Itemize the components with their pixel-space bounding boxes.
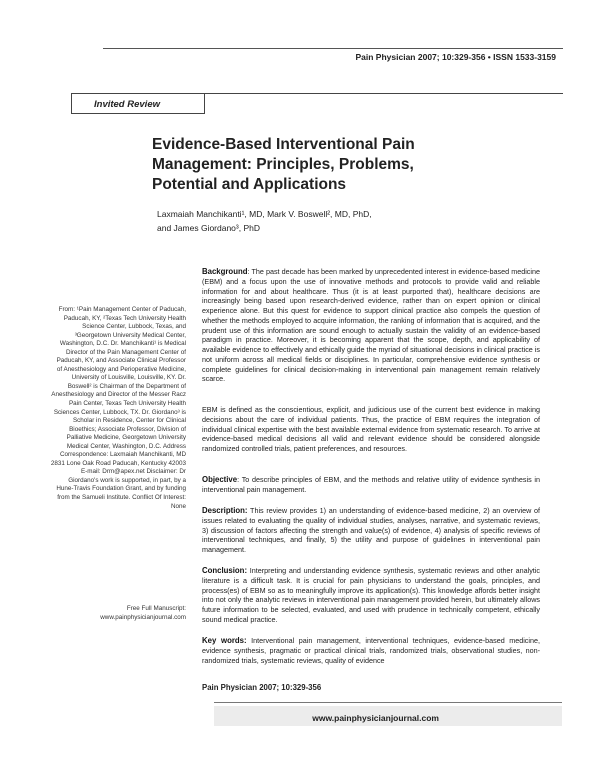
abstract-conclusion xyxy=(202,566,540,625)
description-label: Description: xyxy=(202,506,248,515)
authors-line-1: Laxmaiah Manchikanti¹, MD, Mark V. Boswell², MD, PhD, xyxy=(157,209,372,219)
abstract-description xyxy=(202,506,540,555)
background-text: : The past decade has been marked by unprecedented interest in evidence-based medicine (EBM) and a focus upon the use of innovative methods and protocols to provide valid and reliable information for and about healthcare. Thus (it is at least purported that), healthcare decisions are increasingly being based upon research-derived evidence, rather than on expert opinion or clinical experience alone. But this quest for evidence to support clinical practice also compels the question of whether the methods employed to acquire information, the ranking of information that is acquired, and the prudent use of this information are sound enough to actually sustain the validity of an evidence-based paradigm in practice. Moreover, it is becoming apparent that the scope, depth, and applicability of available evidence to effectively and ethically guide the myriad of situational decisions in clinical practice is not uniform across all medical fields or disciplines. In particular, comprehensive evidence synthesis or complete guidelines for clinical decision-making in interventional pain management remain relatively scarce. xyxy=(202,267,540,384)
description-text: This review provides 1) an understanding of evidence-based medicine, 2) an overview of issues related to evaluating the quality of individual studies, analyses, narrative, and systematic reviews, 3) discussion of factors affecting the strength and value(s) of evidence, 4) analysis of specific reviews of interventional techniques, and finally, 5) the utility and purpose of guidelines in interventional pain management. xyxy=(202,506,540,554)
article-type-rule xyxy=(205,93,563,94)
article-title: Evidence-Based Interventional Pain Management: Principles, Problems, Potential and Applications xyxy=(152,136,415,193)
article-type-box: Invited Review xyxy=(71,93,205,114)
free-manuscript-note: Free Full Manuscript: www.painphysicianjournal.com xyxy=(100,605,186,621)
authors xyxy=(157,208,497,235)
objective-text: : To describe principles of EBM, and the methods and relative utility of evidence synthesis in interventional pain management. xyxy=(202,475,540,494)
abstract-keywords xyxy=(202,636,540,665)
abstract-background xyxy=(202,267,540,384)
conclusion-label: Conclusion: xyxy=(202,566,248,575)
keywords-text: Interventional pain management, interventional techniques, evidence-based medicine, evidence synthesis, pragmatic or practical clinical trials, randomized trials, observational studies, non-randomized trials, systematic reviews, quality of evidence xyxy=(202,636,540,665)
conclusion-text: Interpreting and understanding evidence synthesis, systematic reviews and other analytic literature is a difficult task. It is crucial for pain physicians to understand the goals, principles, and process(es) of EBM so as to meaningfully improve its application(s). This knowledge affords better insight into not only the analytic reviews in interventional pain management provided herein, but ultimately allows future information to be selected, evaluated, and used with prudence in technically competent, ethically sound medical practice. xyxy=(202,566,540,624)
header-rule xyxy=(103,48,563,49)
abstract-objective xyxy=(202,475,540,495)
citation: Pain Physician 2007; 10:329-356 xyxy=(202,683,322,692)
keywords-label: Key words: xyxy=(202,636,247,645)
objective-label: Objective xyxy=(202,475,238,484)
journal-header: Pain Physician 2007; 10:329-356 • ISSN 1533-3159 xyxy=(355,52,556,62)
footer-url[interactable]: www.painphysicianjournal.com xyxy=(312,713,439,723)
footer-rule xyxy=(214,702,562,703)
background-label: Background xyxy=(202,267,248,276)
abstract-ebm-paragraph: EBM is defined as the conscientious, explicit, and judicious use of the current best evidence in making decisions about the care of individual patients. Thus, the practice of EBM requires the integration of individual clinical expertise with the best available external evidence from systematic research. To arrive at evidence-based medical decisions all valid and relevant evidence should be considered alongside randomized controlled trials, patient preferences, and resources. xyxy=(202,405,540,453)
authors-line-2: and James Giordano³, PhD xyxy=(157,222,260,233)
affiliations: From: ¹Pain Management Center of Paducah, Paducah, KY, ²Texas Tech University Health Science Center, Lubbock, Texas, and ³Georgetown University Medical Center, Washington, D.C. Dr. Manchikanti¹ is Medical Director of the Pain Management Center of Paducah, KY, and Associate Clinical Professor of Anesthesiology and Perioperative Medicine, University of Louisville, Louisville, KY. Dr. Boswell² is Chairman of the Department of Anesthesiology and Director of the Messer Racz Pain Center, Texas Tech University Health Sciences Center, Lubbock, TX. Dr. Giordano³ is Scholar in Residence, Center for Clinical Bioethics; Associate Professor, Division of Palliative Medicine, Georgetown University Medical Center, Washington, D.C. Address Correspondence: Laxmaiah Manchikanti, MD 2831 Lone Oak Road Paducah, Kentucky 42003 E-mail: Drm@apex.net Disclaimer: Dr Giordano's work is supported, in part, by a Hune-Travis Foundation Grant, and by funding from the Samueli Institute. Conflict Of Interest: None xyxy=(50,306,186,510)
